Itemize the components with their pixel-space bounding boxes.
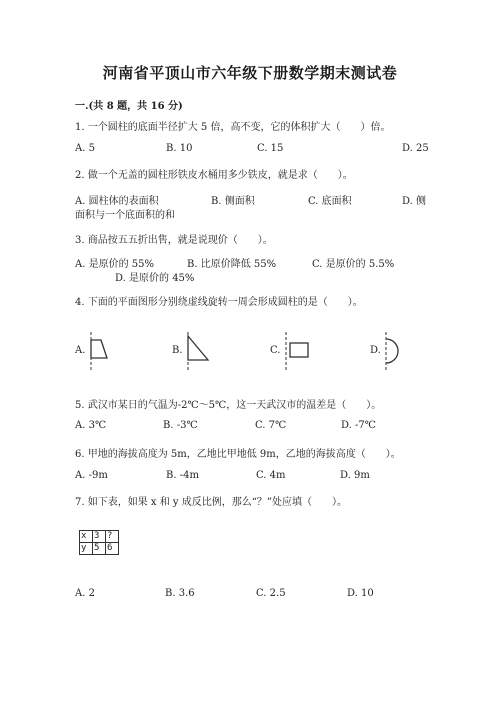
- q7-option-c[interactable]: C. 2.5: [256, 588, 286, 599]
- question-2-stem: 2. 做一个无盖的圆柱形铁皮水桶用多少铁皮，就是求（ ）。: [75, 170, 353, 181]
- q2-option-d[interactable]: D. 侧: [402, 196, 427, 207]
- q6-option-c[interactable]: C. 4m: [256, 470, 286, 481]
- question-1-options: [75, 143, 435, 157]
- right-triangle-icon: [184, 330, 214, 372]
- question-7-stem: 7. 如下表，如果 x 和 y 成反比例，那么“？”处应填（ ）。: [75, 497, 347, 508]
- q4-figure-d[interactable]: [370, 330, 420, 372]
- q6-option-b[interactable]: B. -4m: [166, 470, 199, 481]
- q2-option-b[interactable]: B. 侧面积: [211, 196, 255, 207]
- ratio-row-x: [80, 531, 119, 543]
- q4-label-b: B.: [172, 345, 183, 356]
- question-2-options: [75, 192, 435, 206]
- q5-option-d[interactable]: D. -7℃: [341, 420, 376, 431]
- question-3-options: [75, 255, 435, 269]
- question-6-options: [75, 470, 435, 484]
- q1-option-d[interactable]: D. 25: [402, 143, 429, 154]
- q2-option-c[interactable]: C. 底面积: [308, 196, 352, 207]
- q4-label-c: C.: [270, 345, 281, 356]
- q4-figure-c[interactable]: [270, 330, 320, 372]
- q7-option-a[interactable]: A. 2: [75, 588, 95, 599]
- q4-label-d: D.: [370, 345, 381, 356]
- question-5-options: [75, 420, 435, 434]
- q4-figure-a[interactable]: [75, 330, 125, 372]
- q3-option-c[interactable]: C. 是原价的 5.5%: [312, 259, 395, 270]
- question-6-stem: 6. 甲地的海拔高度为 5m，乙地比甲地低 9m，乙地的海拔高度（ ）。: [75, 449, 401, 460]
- ratio-row-y: [80, 543, 119, 555]
- q7-option-b[interactable]: B. 3.6: [165, 588, 195, 599]
- q2-option-a[interactable]: A. 圆柱体的表面积: [75, 196, 159, 207]
- ratio-cell: ?: [106, 531, 119, 543]
- q4-figure-b[interactable]: [172, 330, 222, 372]
- q5-option-b[interactable]: B. -3℃: [163, 420, 198, 431]
- ratio-cell: x: [80, 531, 93, 543]
- ratio-cell: y: [80, 543, 93, 555]
- question-1-stem: 1. 一个圆柱的底面半径扩大 5 倍，高不变，它的体积扩大（ ）倍。: [75, 122, 391, 133]
- q1-option-c[interactable]: C. 15: [257, 143, 284, 154]
- q6-option-a[interactable]: A. -9m: [75, 470, 108, 481]
- question-4-stem: 4. 下面的平面图形分别绕虚线旋转一周会形成圆柱的是（ ）。: [75, 297, 363, 308]
- semicircle-icon: [382, 330, 412, 372]
- q5-option-c[interactable]: C. 7℃: [255, 420, 287, 431]
- q4-label-a: A.: [75, 345, 86, 356]
- question-7-options: [75, 588, 435, 602]
- q3-option-b[interactable]: B. 比原价降低 55%: [187, 259, 277, 270]
- ratio-cell: 6: [106, 543, 119, 555]
- q7-option-d[interactable]: D. 10: [347, 588, 374, 599]
- q3-option-d[interactable]: D. 是原价的 45%: [115, 273, 195, 284]
- ratio-cell: 5: [93, 543, 106, 555]
- q5-option-a[interactable]: A. 3℃: [75, 420, 107, 431]
- q2-option-d-continued: 面积与一个底面积的和: [75, 210, 175, 221]
- section-heading: 一.(共 8 题，共 16 分): [75, 101, 183, 112]
- q6-option-d[interactable]: D. 9m: [340, 470, 370, 481]
- right-trapezoid-icon: [87, 330, 117, 372]
- question-3-stem: 3. 商品按五五折出售，就是说现价（ ）。: [75, 235, 273, 246]
- q1-option-b[interactable]: B. 10: [166, 143, 193, 154]
- q1-option-a[interactable]: A. 5: [75, 143, 95, 154]
- ratio-cell: 3: [93, 531, 106, 543]
- q3-option-a[interactable]: A. 是原价的 55%: [75, 259, 154, 270]
- rectangle-icon: [282, 330, 312, 372]
- question-4-figures: [75, 330, 435, 372]
- ratio-table: [79, 530, 119, 555]
- question-5-stem: 5. 武汉市某日的气温为-2℃～5℃，这一天武汉市的温差是（ ）。: [75, 400, 382, 411]
- exam-title: 河南省平顶山市六年级下册数学期末测试卷: [102, 64, 398, 82]
